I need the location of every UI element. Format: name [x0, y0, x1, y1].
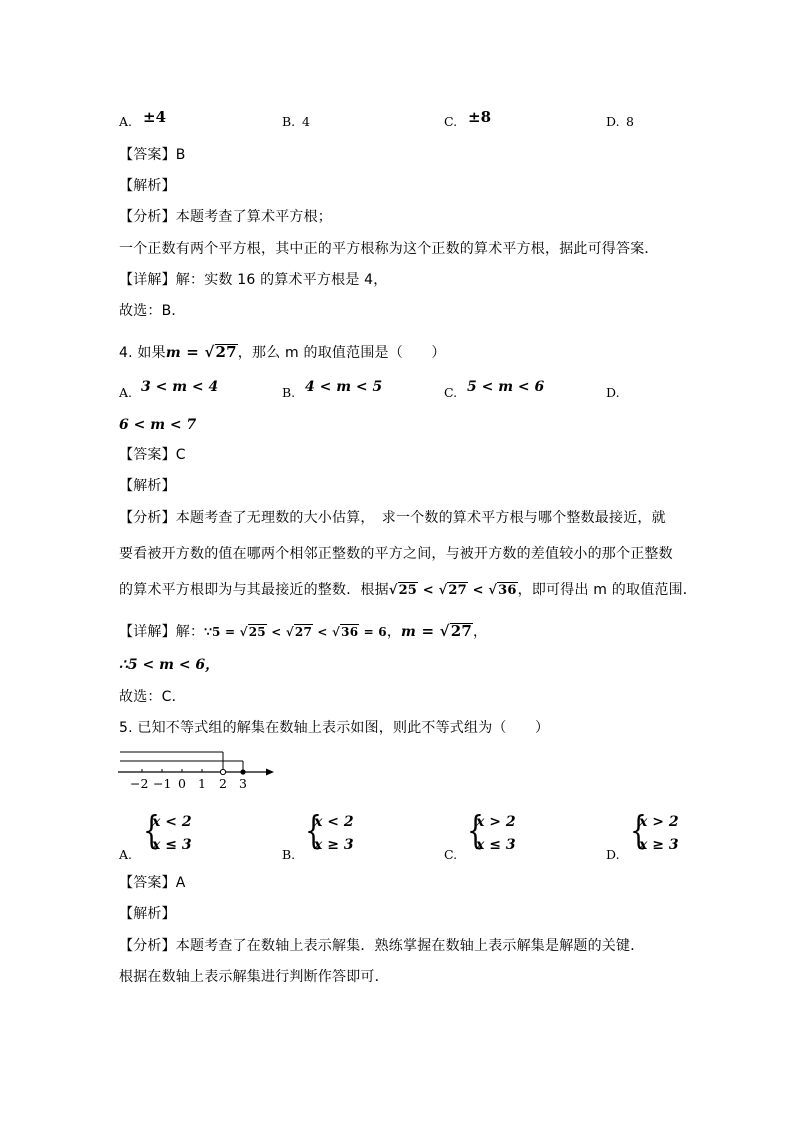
q3-option-a-letter: A. [119, 114, 133, 129]
q4-therefore: ∴5 < m < 6， [119, 657, 220, 673]
q3-option-b-letter: B. [282, 114, 296, 129]
q4-detail-expr-post: = 6 [359, 625, 387, 639]
axis-arrow-icon [266, 769, 274, 776]
q4-stem-radicand: 27 [215, 343, 237, 361]
q5-option-c-system [467, 808, 527, 860]
q4-answer: 【答案】C [119, 447, 186, 463]
q4-analysis-heading: 【解析】 [119, 478, 176, 494]
radicand: 27 [448, 583, 467, 598]
q3-detail: 【详解】解：实数 16 的算术平方根是 4， [119, 272, 388, 288]
q5-answer: 【答案】A [119, 875, 186, 891]
q3-answer: 【答案】B [119, 147, 186, 163]
q4-option-a-letter: A. [119, 385, 133, 400]
q5-option-b-letter: B. [282, 847, 296, 862]
less-than-symbol: < [467, 583, 489, 598]
q5-stem: 5. 已知不等式组的解集在数轴上表示如图，则此不等式组为（ ） [119, 720, 550, 736]
q3-option-c-value: ±8 [468, 108, 492, 126]
open-dot-icon [220, 769, 225, 774]
q3-analysis-heading: 【解析】 [119, 178, 176, 194]
q5-option-d-system [630, 808, 690, 860]
q5-option-c-letter: C. [444, 847, 458, 862]
q4-option-a-value: 3 < m < 4 [141, 379, 219, 395]
q5-option-a-line-2: x ≤ 3 [152, 837, 192, 853]
sqrt-symbol: √ [439, 622, 450, 640]
radicand: 36 [341, 625, 359, 639]
axis-tick-label: 2 [219, 776, 227, 791]
q4-detail [119, 622, 487, 641]
q4-stem [119, 343, 446, 362]
q5-option-c-line-1: x > 2 [476, 814, 516, 830]
q5-option-c-line-2: x ≤ 3 [476, 837, 516, 853]
brace-icon: { [467, 808, 484, 852]
q5-analysis-heading: 【解析】 [119, 906, 176, 922]
radicand: 36 [498, 583, 517, 598]
q4-stem-var: m [165, 345, 181, 361]
q4-option-d-value: 6 < m < 7 [119, 417, 197, 433]
q4-stem-prefix: 4. 如果 [119, 345, 166, 361]
q4-option-b-value: 4 < m < 5 [305, 379, 383, 395]
radicand: 27 [450, 622, 472, 640]
axis-tick-label: −2 [130, 776, 149, 791]
q3-option-c-letter: C. [444, 114, 458, 129]
q3-option-a-value: ±4 [143, 108, 167, 126]
q3-analysis-line-2: 一个正数有两个平方根，其中正的平方根称为这个正数的算术平方根，据此可得答案． [119, 241, 659, 257]
brace-icon: { [305, 808, 322, 852]
q4-option-d-letter: D. [606, 385, 620, 400]
comma: ， [386, 624, 402, 640]
q5-analysis-line-1: 【分析】本题考查了在数轴上表示解集．熟练掌握在数轴上表示解集是解题的关键． [119, 938, 645, 954]
q4-analysis-line-3 [119, 581, 697, 600]
closed-dot-icon [240, 769, 245, 774]
q4-stem-suffix: ，那么 m 的取值范围是（ ） [237, 345, 446, 361]
axis-tick-label: 0 [178, 776, 186, 791]
q3-option-b-value: 4 [302, 114, 310, 129]
axis-tick-label: −1 [153, 776, 172, 791]
q4-choose: 故选：C． [119, 689, 186, 705]
number-line [118, 748, 280, 794]
radicand: 27 [294, 625, 313, 639]
q5-option-d-letter: D. [606, 847, 620, 862]
axis-tick-label: 1 [198, 776, 206, 791]
sqrt-symbol: √ [332, 625, 341, 639]
brace-icon: { [143, 808, 160, 852]
q4-option-b-letter: B. [282, 385, 296, 400]
less-than-symbol: < [418, 583, 439, 598]
sqrt-symbol: √ [488, 583, 498, 598]
q4-analysis-line-1: 【分析】本题考查了无理数的大小估算， 求一个数的算术平方根与哪个整数最接近，就 [119, 510, 666, 526]
q3-option-d-value: 8 [626, 114, 634, 129]
q5-option-b-line-2: x ≥ 3 [314, 837, 354, 853]
sqrt-symbol: √ [204, 343, 215, 361]
q4-detail-var: m [401, 624, 417, 640]
equals-symbol: = [416, 622, 440, 640]
q4-analysis-line-2: 要看被开方数的值在哪两个相邻正整数的平方之间，与被开方数的差值较小的那个正整数 [119, 546, 673, 562]
less-than-symbol: < [313, 625, 333, 639]
q3-analysis-line-1: 【分析】本题考查了算术平方根； [119, 209, 332, 225]
q5-option-b-system [305, 808, 365, 860]
sqrt-symbol: √ [239, 625, 248, 639]
q4-analysis-line-3-text-b: ，即可得出 m 的取值范围． [517, 582, 697, 598]
axis-tick-label: 3 [239, 776, 247, 791]
sqrt-symbol: √ [388, 583, 398, 598]
q5-option-a-line-1: x < 2 [152, 814, 192, 830]
q4-option-c-letter: C. [444, 385, 458, 400]
less-than-symbol: < [266, 625, 286, 639]
q3-option-d-letter: D. [606, 114, 620, 129]
q4-analysis-line-3-text-a: 的算术平方根即为与其最接近的整数．根据 [119, 582, 389, 598]
q5-option-a-letter: A. [119, 847, 133, 862]
q5-option-a-system [143, 808, 203, 860]
q4-stem-eq: = [180, 343, 205, 361]
sqrt-symbol: √ [438, 583, 448, 598]
brace-icon: { [630, 808, 647, 852]
q4-option-c-value: 5 < m < 6 [467, 379, 545, 395]
q5-option-d-line-2: x ≥ 3 [639, 837, 679, 853]
q4-detail-prefix: 【详解】解： [119, 624, 205, 640]
radicand: 25 [398, 583, 418, 598]
q5-analysis-line-2: 根据在数轴上表示解集进行判断作答即可． [119, 969, 389, 985]
radicand: 25 [248, 625, 266, 639]
q5-option-b-line-1: x < 2 [314, 814, 354, 830]
q4-detail-expr-pre: ∵5 = [204, 625, 240, 639]
comma: ， [473, 624, 488, 640]
q5-option-d-line-1: x > 2 [639, 814, 679, 830]
q3-choose: 故选：B． [119, 303, 186, 319]
sqrt-symbol: √ [285, 625, 294, 639]
